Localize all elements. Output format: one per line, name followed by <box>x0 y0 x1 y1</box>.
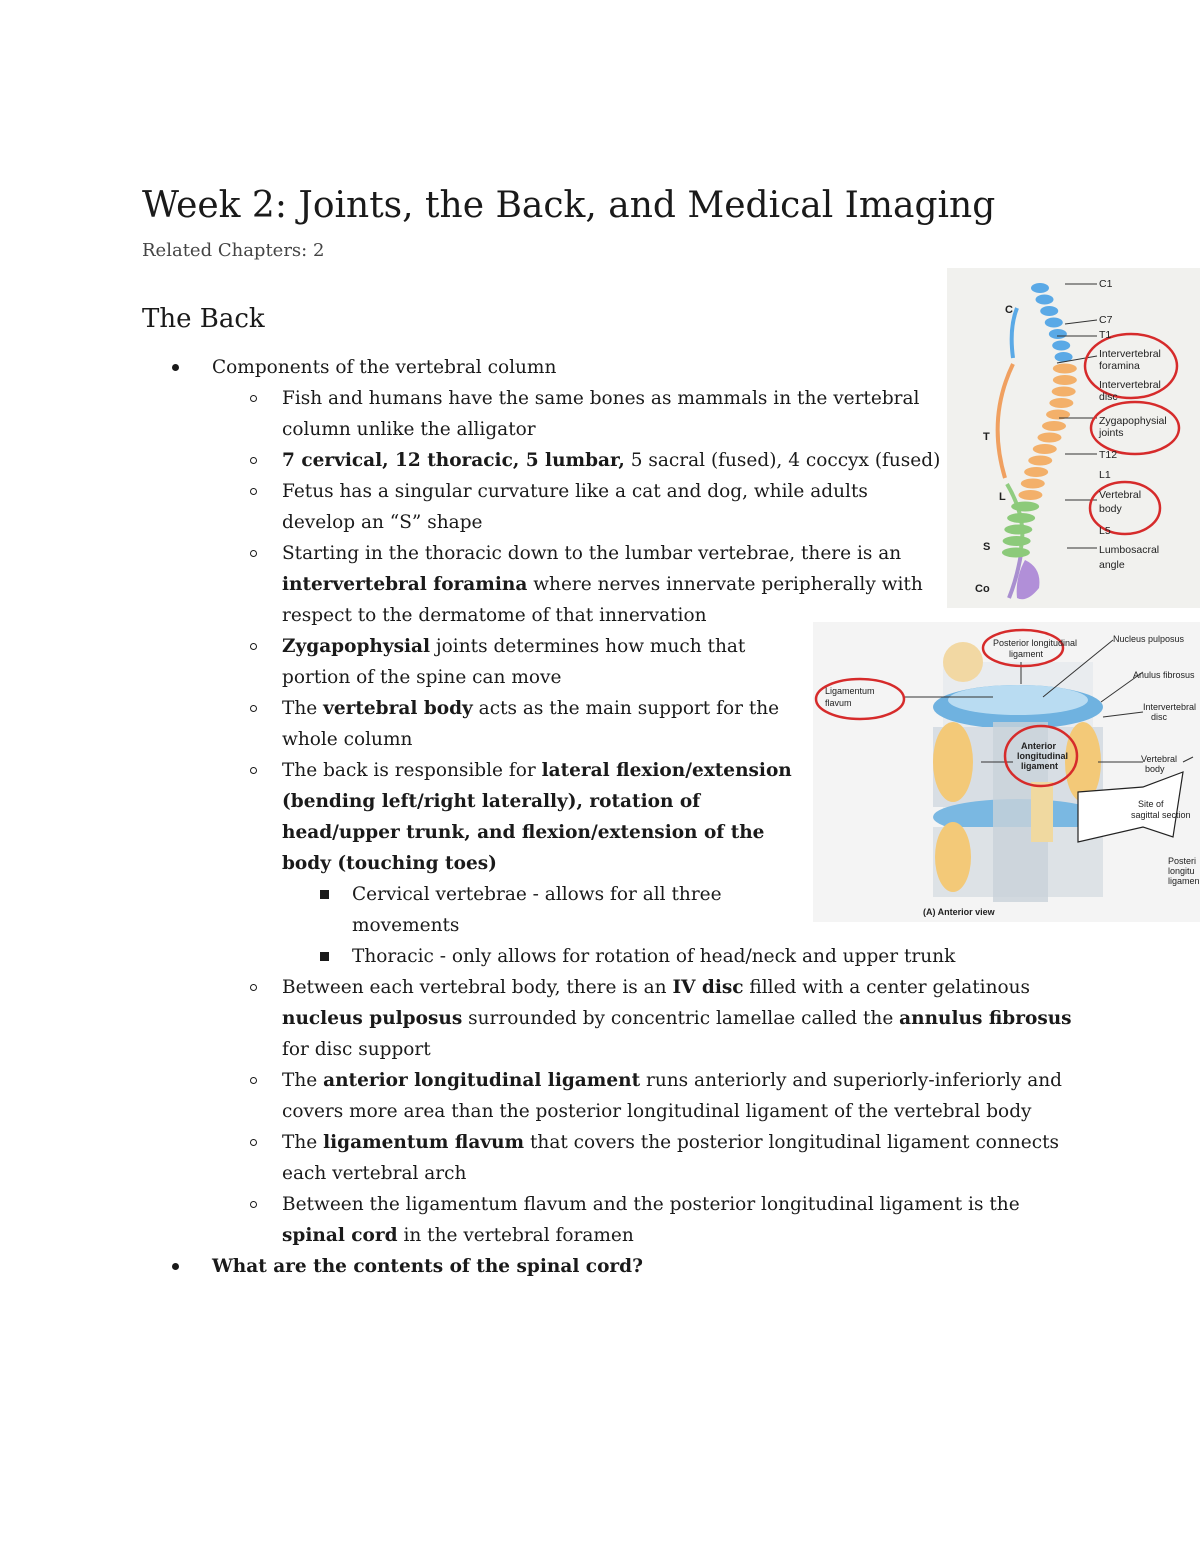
ligament-anterior-figure <box>813 622 1200 922</box>
vertebra <box>1053 375 1077 385</box>
bullet-icon <box>250 705 257 712</box>
region-label: C <box>1005 304 1013 316</box>
list-item <box>172 1096 1072 1127</box>
text-run: respect to the dermatome of that innervation <box>282 605 707 626</box>
bullet-icon <box>250 984 257 991</box>
text-run: body (touching toes) <box>282 853 497 874</box>
list-item <box>172 538 1072 569</box>
figure-label: Intervertebral <box>1099 379 1161 391</box>
vertebra <box>1049 398 1073 408</box>
vertebra <box>1018 490 1042 500</box>
text-run: portion of the spine can move <box>282 667 562 688</box>
figure-label: Anterior <box>1021 741 1057 751</box>
figure-label: Intervertebral <box>1099 348 1161 360</box>
list-item <box>172 1034 1072 1065</box>
list-item <box>172 352 1072 383</box>
figure-label: Lumbosacral <box>1099 544 1160 556</box>
text-run: anterior longitudinal ligament <box>323 1070 641 1091</box>
vertebra <box>1021 479 1045 489</box>
text-run: where nerves innervate peripherally with <box>527 574 923 595</box>
bullet-icon <box>250 550 257 557</box>
figure-label: Vertebral <box>1141 754 1178 764</box>
red-circle <box>983 630 1063 666</box>
text-run: vertebral body <box>323 698 473 719</box>
vertebra <box>1003 536 1031 546</box>
bullet-icon <box>250 767 257 774</box>
text-run: (bending left/right laterally), rotation of <box>282 791 701 812</box>
list-item <box>172 1220 1072 1251</box>
spine-lateral-figure <box>947 268 1200 608</box>
text-run: in the vertebral foramen <box>397 1225 634 1246</box>
thoracic-region-bar <box>998 364 1013 478</box>
figure-label: ligament <box>1021 761 1059 771</box>
figure-label: (A) Anterior view <box>923 907 995 917</box>
figure-label: T1 <box>1099 329 1112 341</box>
text-run: annulus fibrosus <box>899 1008 1072 1029</box>
text-run: Fish and humans have the same bones as mammals in the vertebral <box>282 388 920 409</box>
region-label: L <box>999 491 1006 503</box>
list-item <box>172 941 1072 972</box>
figure-label: disc <box>1099 391 1118 403</box>
region-label: Co <box>975 583 990 595</box>
text-run: IV disc <box>672 977 744 998</box>
figure-label: ligamen <box>1168 876 1200 886</box>
text-run: Starting in the thoracic down to the lumbar vertebrae, there is an <box>282 543 902 564</box>
bullet-icon <box>250 457 257 464</box>
text-run: movements <box>352 915 460 936</box>
text-run: covers more area than the posterior longitudinal ligament of the vertebral body <box>282 1101 1032 1122</box>
text-run: Cervical vertebrae - allows for all three <box>352 884 722 905</box>
page-title: Week 2: Joints, the Back, and Medical Imaging <box>142 185 996 226</box>
bullet-icon <box>250 1139 257 1146</box>
list-item <box>172 1251 1072 1282</box>
text-run: Components of the vertebral column <box>212 357 557 378</box>
list-item <box>172 383 1072 414</box>
figure-label: Anulus fibrosus <box>1133 670 1195 680</box>
figure-label: Posterior longitudinal <box>993 638 1078 648</box>
list-item <box>172 569 1072 600</box>
text-run: runs anteriorly and superiorly-inferiorly and <box>640 1070 1063 1091</box>
vertebra <box>1011 502 1039 512</box>
figure-label: Posteri <box>1168 856 1197 866</box>
text-run: The back is responsible for <box>282 760 542 781</box>
vertebra <box>1033 444 1057 454</box>
figure-label: L5 <box>1099 525 1111 537</box>
figure-label: Vertebral <box>1099 489 1142 501</box>
text-run: surrounded by concentric lamellae called the <box>462 1008 900 1029</box>
figure-label: joints <box>1099 427 1124 439</box>
list-item <box>172 1158 1072 1189</box>
text-run: Between the ligamentum flavum and the posterior longitudinal ligament is the <box>282 1194 1020 1215</box>
figure-label: disc <box>1151 712 1168 722</box>
text-run: Between each vertebral body, there is an <box>282 977 673 998</box>
text-run: joints determines how much that <box>430 636 746 657</box>
vertebra <box>1007 513 1035 523</box>
bullet-icon <box>250 1077 257 1084</box>
vertebra <box>1042 421 1066 431</box>
text-run: lateral flexion/extension <box>541 760 792 781</box>
text-run: that covers the posterior longitudinal ligament connects <box>524 1132 1060 1153</box>
vertebra <box>1045 318 1063 328</box>
text-run: whole column <box>282 729 413 750</box>
figure-label: longitu <box>1168 866 1195 876</box>
figure-label: Zygapophysial <box>1099 415 1167 427</box>
bullet-icon <box>320 890 329 899</box>
region-label: S <box>983 541 991 553</box>
text-run: Zygapophysial <box>282 636 431 657</box>
vertebra <box>1040 306 1058 316</box>
figure-label: Site of <box>1138 799 1164 809</box>
vertebra <box>1028 456 1052 466</box>
vertebra <box>1049 329 1067 339</box>
list-item <box>172 507 1072 538</box>
bullet-icon <box>250 1201 257 1208</box>
list-item <box>172 476 1072 507</box>
text-run: intervertebral foramina <box>282 574 528 595</box>
figure-label: L1 <box>1099 469 1111 481</box>
text-run: 5 sacral (fused), 4 coccyx (fused) <box>624 450 941 471</box>
page-subtitle: Related Chapters: 2 <box>142 240 325 261</box>
text-run: acts as the main support for the <box>472 698 780 719</box>
vertebra <box>1036 295 1054 305</box>
text-run: column unlike the alligator <box>282 419 536 440</box>
text-run: filled with a center gelatinous <box>743 977 1031 998</box>
text-run: spinal cord <box>282 1225 398 1246</box>
text-run: for disc support <box>282 1039 431 1060</box>
section-heading: The Back <box>142 304 265 334</box>
text-run: What are the contents of the spinal cord? <box>212 1256 643 1277</box>
vertebra <box>1024 467 1048 477</box>
bullet-icon <box>320 952 329 961</box>
vertebra <box>1004 525 1032 535</box>
figure-label: C7 <box>1099 314 1113 326</box>
text-run: nucleus pulposus <box>282 1008 463 1029</box>
vertebra <box>1052 387 1076 397</box>
list-item <box>172 414 1072 445</box>
figure-label: longitudinal <box>1017 751 1068 761</box>
figure-label: Ligamentum <box>825 686 875 696</box>
figure-label: foramina <box>1099 360 1140 372</box>
list-item <box>172 1189 1072 1220</box>
figure-label: C1 <box>1099 278 1113 290</box>
list-item <box>172 972 1072 1003</box>
bullet-icon <box>250 643 257 650</box>
text-run: Fetus has a singular curvature like a cat and dog, while adults <box>282 481 868 502</box>
vertebra <box>1037 433 1061 443</box>
bullet-icon <box>250 395 257 402</box>
vertebra <box>1031 283 1049 293</box>
list-item <box>172 1127 1072 1158</box>
text-run: develop an “S” shape <box>282 512 483 533</box>
text-run: 7 cervical, 12 thoracic, 5 lumbar, <box>282 450 625 471</box>
figure-label: body <box>1145 764 1165 774</box>
text-run: each vertebral arch <box>282 1163 467 1184</box>
figure-label: ligament <box>1009 649 1044 659</box>
figure-label: body <box>1099 503 1122 515</box>
figure-label: sagittal section <box>1131 810 1191 820</box>
figure-label: Nucleus pulposus <box>1113 634 1185 644</box>
text-run: The <box>282 1132 324 1153</box>
figure-label: flavum <box>825 698 852 708</box>
text-run: head/upper trunk, and flexion/extension of the <box>282 822 765 843</box>
vertebra <box>1053 364 1077 374</box>
text-run: Thoracic - only allows for rotation of head/neck and upper trunk <box>352 946 956 967</box>
vertebra <box>1002 548 1030 558</box>
text-run: The <box>282 1070 324 1091</box>
bullet-icon <box>172 364 179 371</box>
list-item <box>172 1065 1072 1096</box>
figure-label: T12 <box>1099 449 1118 461</box>
vertebra <box>1052 341 1070 351</box>
text-run: ligamentum flavum <box>323 1132 525 1153</box>
list-item <box>172 445 1072 476</box>
figure-label: angle <box>1099 559 1125 571</box>
region-label: T <box>983 431 990 443</box>
bullet-icon <box>172 1263 179 1270</box>
bullet-icon <box>250 488 257 495</box>
text-run: The <box>282 698 324 719</box>
list-item <box>172 1003 1072 1034</box>
figure-label: Intervertebral <box>1143 702 1197 712</box>
